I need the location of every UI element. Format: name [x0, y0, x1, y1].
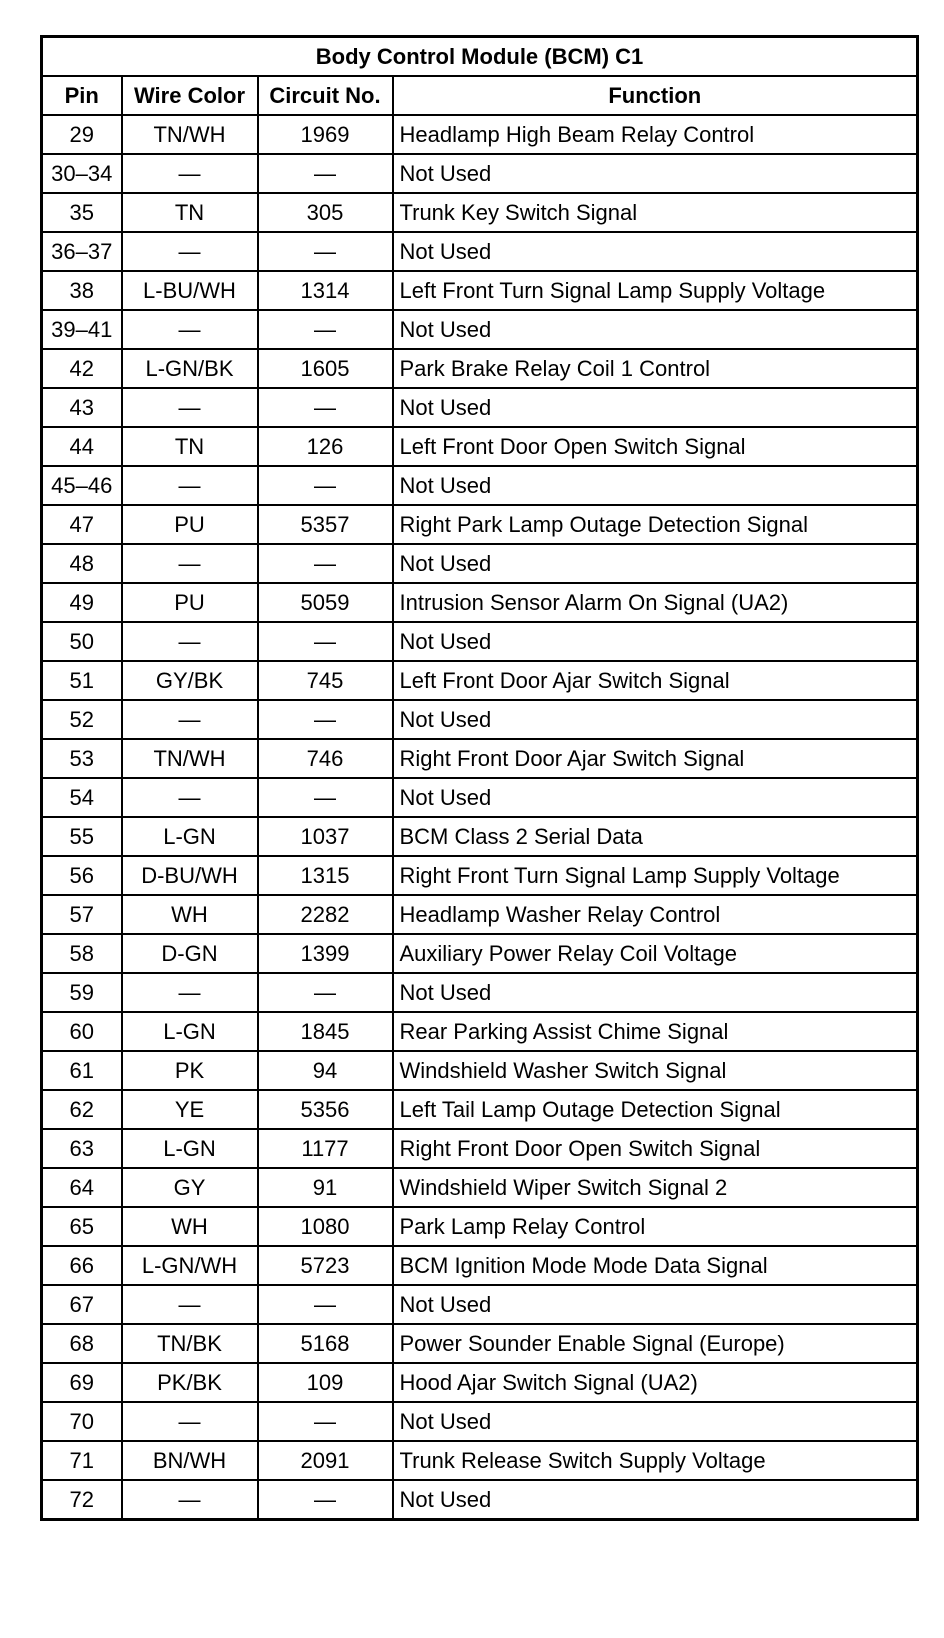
circuit-number-cell: — [258, 1480, 393, 1520]
wire-color-cell: — [122, 154, 258, 193]
circuit-number-cell: — [258, 700, 393, 739]
pin-cell: 51 [42, 661, 122, 700]
table-row [42, 466, 918, 505]
pin-cell: 63 [42, 1129, 122, 1168]
table-row [42, 1090, 918, 1129]
function-cell: Power Sounder Enable Signal (Europe) [393, 1324, 918, 1363]
function-cell: Trunk Key Switch Signal [393, 193, 918, 232]
function-cell: Not Used [393, 973, 918, 1012]
circuit-number-cell: 1080 [258, 1207, 393, 1246]
pin-cell: 57 [42, 895, 122, 934]
table-row [42, 1012, 918, 1051]
circuit-number-cell: — [258, 973, 393, 1012]
circuit-number-cell: 5168 [258, 1324, 393, 1363]
circuit-number-cell: — [258, 154, 393, 193]
function-cell: Left Front Door Ajar Switch Signal [393, 661, 918, 700]
function-cell: Not Used [393, 466, 918, 505]
table-row [42, 349, 918, 388]
wire-color-cell: L-GN [122, 1012, 258, 1051]
function-cell: Right Front Door Open Switch Signal [393, 1129, 918, 1168]
pin-cell: 53 [42, 739, 122, 778]
function-cell: Park Lamp Relay Control [393, 1207, 918, 1246]
pin-cell: 56 [42, 856, 122, 895]
circuit-number-cell: 5357 [258, 505, 393, 544]
wire-color-cell: TN/BK [122, 1324, 258, 1363]
function-cell: Not Used [393, 1285, 918, 1324]
pin-cell: 62 [42, 1090, 122, 1129]
wire-color-cell: L-GN/WH [122, 1246, 258, 1285]
header-wire-color: Wire Color [122, 76, 258, 115]
function-cell: Hood Ajar Switch Signal (UA2) [393, 1363, 918, 1402]
table-row [42, 232, 918, 271]
wire-color-cell: L-GN/BK [122, 349, 258, 388]
pin-cell: 38 [42, 271, 122, 310]
pin-cell: 42 [42, 349, 122, 388]
pin-cell: 58 [42, 934, 122, 973]
table-row [42, 310, 918, 349]
function-cell: Intrusion Sensor Alarm On Signal (UA2) [393, 583, 918, 622]
table-row [42, 271, 918, 310]
function-cell: Not Used [393, 154, 918, 193]
circuit-number-cell: 1314 [258, 271, 393, 310]
wire-color-cell: L-GN [122, 817, 258, 856]
table-row [42, 895, 918, 934]
function-cell: Not Used [393, 544, 918, 583]
circuit-number-cell: 2282 [258, 895, 393, 934]
wire-color-cell: TN/WH [122, 115, 258, 154]
table-row [42, 427, 918, 466]
circuit-number-cell: 745 [258, 661, 393, 700]
table-row [42, 661, 918, 700]
circuit-number-cell: 94 [258, 1051, 393, 1090]
table-row [42, 154, 918, 193]
wire-color-cell: TN [122, 193, 258, 232]
circuit-number-cell: — [258, 310, 393, 349]
function-cell: Left Front Turn Signal Lamp Supply Voltage [393, 271, 918, 310]
function-cell: Not Used [393, 310, 918, 349]
wire-color-cell: WH [122, 895, 258, 934]
pin-cell: 70 [42, 1402, 122, 1441]
connector-pinout-table [40, 35, 919, 1521]
wire-color-cell: YE [122, 1090, 258, 1129]
pin-cell: 30–34 [42, 154, 122, 193]
pin-cell: 50 [42, 622, 122, 661]
pin-cell: 65 [42, 1207, 122, 1246]
circuit-number-cell: 1969 [258, 115, 393, 154]
circuit-number-cell: — [258, 544, 393, 583]
table-row [42, 622, 918, 661]
wire-color-cell: WH [122, 1207, 258, 1246]
wire-color-cell: — [122, 973, 258, 1012]
circuit-number-cell: — [258, 1402, 393, 1441]
pin-cell: 61 [42, 1051, 122, 1090]
table-row [42, 1285, 918, 1324]
function-cell: Not Used [393, 622, 918, 661]
function-cell: BCM Ignition Mode Mode Data Signal [393, 1246, 918, 1285]
table-row [42, 583, 918, 622]
wire-color-cell: PU [122, 583, 258, 622]
wire-color-cell: — [122, 388, 258, 427]
function-cell: Not Used [393, 700, 918, 739]
pin-cell: 72 [42, 1480, 122, 1520]
table-row [42, 1363, 918, 1402]
function-cell: Auxiliary Power Relay Coil Voltage [393, 934, 918, 973]
wire-color-cell: PK [122, 1051, 258, 1090]
circuit-number-cell: 5059 [258, 583, 393, 622]
function-cell: Windshield Washer Switch Signal [393, 1051, 918, 1090]
circuit-number-cell: 1037 [258, 817, 393, 856]
circuit-number-cell: 2091 [258, 1441, 393, 1480]
pin-cell: 71 [42, 1441, 122, 1480]
table-row [42, 193, 918, 232]
title-row [42, 37, 918, 77]
circuit-number-cell: 1177 [258, 1129, 393, 1168]
pin-cell: 52 [42, 700, 122, 739]
circuit-number-cell: 1845 [258, 1012, 393, 1051]
circuit-number-cell: 1605 [258, 349, 393, 388]
table-row [42, 973, 918, 1012]
table-row [42, 1324, 918, 1363]
pin-cell: 48 [42, 544, 122, 583]
pin-cell: 59 [42, 973, 122, 1012]
header-row [42, 76, 918, 115]
pin-cell: 55 [42, 817, 122, 856]
circuit-number-cell: — [258, 622, 393, 661]
wire-color-cell: PU [122, 505, 258, 544]
table-row [42, 739, 918, 778]
wire-color-cell: — [122, 1402, 258, 1441]
function-cell: Right Front Turn Signal Lamp Supply Voltage [393, 856, 918, 895]
function-cell: Not Used [393, 232, 918, 271]
table-row [42, 115, 918, 154]
circuit-number-cell: — [258, 466, 393, 505]
table-row [42, 505, 918, 544]
table-row [42, 1129, 918, 1168]
wire-color-cell: D-BU/WH [122, 856, 258, 895]
wire-color-cell: — [122, 622, 258, 661]
table-row [42, 700, 918, 739]
function-cell: Not Used [393, 1480, 918, 1520]
pin-cell: 69 [42, 1363, 122, 1402]
pin-cell: 60 [42, 1012, 122, 1051]
pin-cell: 36–37 [42, 232, 122, 271]
wire-color-cell: — [122, 232, 258, 271]
function-cell: Right Front Door Ajar Switch Signal [393, 739, 918, 778]
function-cell: Headlamp High Beam Relay Control [393, 115, 918, 154]
circuit-number-cell: 1315 [258, 856, 393, 895]
circuit-number-cell: 305 [258, 193, 393, 232]
table-row [42, 856, 918, 895]
table-row [42, 544, 918, 583]
table-row [42, 1402, 918, 1441]
circuit-number-cell: — [258, 1285, 393, 1324]
pin-cell: 35 [42, 193, 122, 232]
pin-cell: 54 [42, 778, 122, 817]
table-row [42, 1207, 918, 1246]
wire-color-cell: — [122, 1480, 258, 1520]
header-pin: Pin [42, 76, 122, 115]
circuit-number-cell: 91 [258, 1168, 393, 1207]
function-cell: Park Brake Relay Coil 1 Control [393, 349, 918, 388]
wire-color-cell: L-BU/WH [122, 271, 258, 310]
pin-cell: 67 [42, 1285, 122, 1324]
wire-color-cell: TN [122, 427, 258, 466]
pin-cell: 45–46 [42, 466, 122, 505]
table-row [42, 1246, 918, 1285]
pin-cell: 64 [42, 1168, 122, 1207]
function-cell: Rear Parking Assist Chime Signal [393, 1012, 918, 1051]
wire-color-cell: — [122, 778, 258, 817]
wire-color-cell: — [122, 466, 258, 505]
circuit-number-cell: 126 [258, 427, 393, 466]
function-cell: BCM Class 2 Serial Data [393, 817, 918, 856]
wire-color-cell: TN/WH [122, 739, 258, 778]
circuit-number-cell: 1399 [258, 934, 393, 973]
pin-cell: 66 [42, 1246, 122, 1285]
table-row [42, 1480, 918, 1520]
table-body [42, 115, 918, 1520]
circuit-number-cell: — [258, 232, 393, 271]
wire-color-cell: D-GN [122, 934, 258, 973]
wire-color-cell: GY/BK [122, 661, 258, 700]
function-cell: Left Front Door Open Switch Signal [393, 427, 918, 466]
table-row [42, 1168, 918, 1207]
wire-color-cell: PK/BK [122, 1363, 258, 1402]
function-cell: Windshield Wiper Switch Signal 2 [393, 1168, 918, 1207]
table-title: Body Control Module (BCM) C1 [42, 37, 918, 77]
wire-color-cell: — [122, 544, 258, 583]
pin-cell: 29 [42, 115, 122, 154]
function-cell: Not Used [393, 1402, 918, 1441]
function-cell: Trunk Release Switch Supply Voltage [393, 1441, 918, 1480]
pin-cell: 49 [42, 583, 122, 622]
table-row [42, 1441, 918, 1480]
wire-color-cell: — [122, 700, 258, 739]
function-cell: Left Tail Lamp Outage Detection Signal [393, 1090, 918, 1129]
pin-cell: 44 [42, 427, 122, 466]
pin-cell: 68 [42, 1324, 122, 1363]
table-row [42, 778, 918, 817]
function-cell: Right Park Lamp Outage Detection Signal [393, 505, 918, 544]
pin-cell: 43 [42, 388, 122, 427]
pin-cell: 39–41 [42, 310, 122, 349]
function-cell: Not Used [393, 388, 918, 427]
circuit-number-cell: — [258, 388, 393, 427]
circuit-number-cell: 5723 [258, 1246, 393, 1285]
header-circuit-no: Circuit No. [258, 76, 393, 115]
table-row [42, 388, 918, 427]
wire-color-cell: GY [122, 1168, 258, 1207]
wire-color-cell: — [122, 310, 258, 349]
pin-cell: 47 [42, 505, 122, 544]
circuit-number-cell: 109 [258, 1363, 393, 1402]
wire-color-cell: — [122, 1285, 258, 1324]
table-row [42, 817, 918, 856]
table-row [42, 1051, 918, 1090]
function-cell: Not Used [393, 778, 918, 817]
wire-color-cell: L-GN [122, 1129, 258, 1168]
circuit-number-cell: 5356 [258, 1090, 393, 1129]
table-row [42, 934, 918, 973]
function-cell: Headlamp Washer Relay Control [393, 895, 918, 934]
header-function: Function [393, 76, 918, 115]
wire-color-cell: BN/WH [122, 1441, 258, 1480]
circuit-number-cell: — [258, 778, 393, 817]
circuit-number-cell: 746 [258, 739, 393, 778]
